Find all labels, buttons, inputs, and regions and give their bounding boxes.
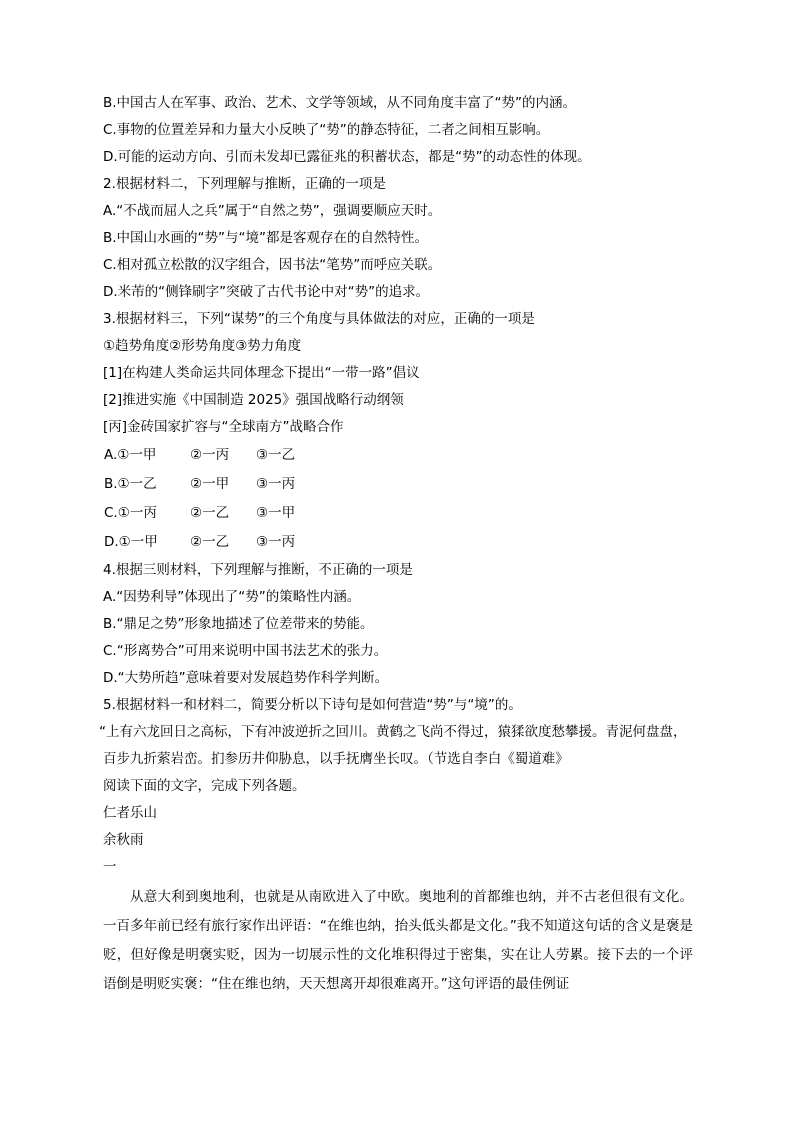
q3-option-d <box>103 528 693 557</box>
q3-option-d-part-3: ③一丙 <box>256 534 296 550</box>
question-5 <box>99 692 693 773</box>
q4-option-d: D.“大势所趋”意味着要对发展趋势作科学判断。 <box>103 670 389 686</box>
q3-option-b-part-2: ②一甲 <box>190 476 230 492</box>
q2-option-a: A.“不战而屈人之兵”属于“自然之势”，强调要顺应天时。 <box>103 203 442 219</box>
q2-option-d: D.米芾的“侧锋刷字”突破了古代书论中对“势”的追求。 <box>103 284 430 300</box>
q5-stem: 5.根据材料一和材料二，简要分析以下诗句是如何营造“势”与“境”的。 <box>103 697 522 713</box>
q2-stem: 2.根据材料二，下列理解与推断，正确的一项是 <box>103 176 386 192</box>
q3-option-b <box>103 470 693 499</box>
q2-option-b: B.中国山水画的“势”与“境”都是客观存在的自然特性。 <box>103 230 429 246</box>
q3-option-d-part-1: D.①一甲 <box>104 534 158 550</box>
q4-option-c: C.“形离势合”可用来说明中国书法艺术的张力。 <box>103 643 388 659</box>
q3-option-b-part-3: ③一丙 <box>256 476 296 492</box>
q1-option-d: D.可能的运动方向、引而未发却已露征兆的积蓄状态，都是“势”的动态性的体现。 <box>103 149 591 165</box>
q3-stem: 3.根据材料三，下列“谋势”的三个角度与具体做法的对应，正确的一项是 <box>103 311 535 327</box>
q3-practice-3: [丙]金砖国家扩容与“全球南方”战略合作 <box>103 419 344 435</box>
q3-practice-1: [1]在构建人类命运共同体理念下提出“一带一路”倡议 <box>103 365 420 381</box>
q4-option-b: B.“鼎足之势”形象地描述了位差带来的势能。 <box>103 616 374 632</box>
q3-option-a-part-1: A.①一甲 <box>104 447 157 463</box>
q3-option-c <box>103 499 693 528</box>
q1-option-b: B.中国古人在军事、政治、艺术、文学等领域，从不同角度丰富了“势”的内涵。 <box>103 95 577 111</box>
article-title: 仁者乐山 <box>103 805 157 821</box>
question-1-options-continued <box>103 90 693 171</box>
q3-option-a-part-2: ②一丙 <box>190 447 230 463</box>
q5-poem-excerpt: “上有六龙回日之高标，下有冲波逆折之回川。黄鹤之飞尚不得过，猿猱欲度愁攀援。青泥何盘盘，百步九折萦岩峦。扪参历井仰胁息，以手抚膺坐长叹。（节选自李白《蜀道难》 <box>99 724 687 767</box>
reading-instruction: 阅读下面的文字，完成下列各题。 <box>103 778 306 794</box>
question-2 <box>103 171 693 306</box>
q3-option-c-part-2: ②一乙 <box>190 505 230 521</box>
q4-option-a: A.“因势利导”体现出了“势”的策略性内涵。 <box>103 589 361 605</box>
q3-option-d-part-2: ②一乙 <box>190 534 230 550</box>
q3-option-a-part-3: ③一乙 <box>256 447 296 463</box>
article-paragraph: 从意大利到奥地利，也就是从南欧进入了中欧。奥地利的首都维也纳，并不古老但很有文化。一百多年前已经有旅行家作出评语：“在维也纳，抬头低头都是文化。”我不知道这句话的含义是褒是贬，但好像是明褒实贬，因为一切展示性的文化堆积得过于密集，实在让人劳累。接下去的一个评语倒是明贬实褒：“住在维也纳，天天想离开却很难离开。”这句评语的最佳例证 <box>103 889 693 992</box>
q3-option-a <box>103 441 693 470</box>
q4-stem: 4.根据三则材料，下列理解与推断，不正确的一项是 <box>103 562 413 578</box>
q3-practice-2: [2]推进实施《中国制造 2025》强国战略行动纲领 <box>103 392 404 408</box>
q3-option-c-part-1: C.①一丙 <box>104 505 157 521</box>
q3-angles: ①趋势角度②形势角度③势力角度 <box>103 338 302 354</box>
q1-option-c: C.事物的位置差异和力量大小反映了“势”的静态特征，二者之间相互影响。 <box>103 122 550 138</box>
q2-option-c: C.相对孤立松散的汉字组合，因书法“笔势”而呼应关联。 <box>103 257 442 273</box>
q3-option-c-part-3: ③一甲 <box>256 505 296 521</box>
q3-option-b-part-1: B.①一乙 <box>104 476 157 492</box>
section-number: 一 <box>103 859 117 875</box>
reading-section <box>103 773 693 999</box>
article-author: 余秋雨 <box>103 832 144 848</box>
question-4 <box>103 557 693 692</box>
question-3 <box>103 306 693 557</box>
document-page <box>99 90 693 999</box>
